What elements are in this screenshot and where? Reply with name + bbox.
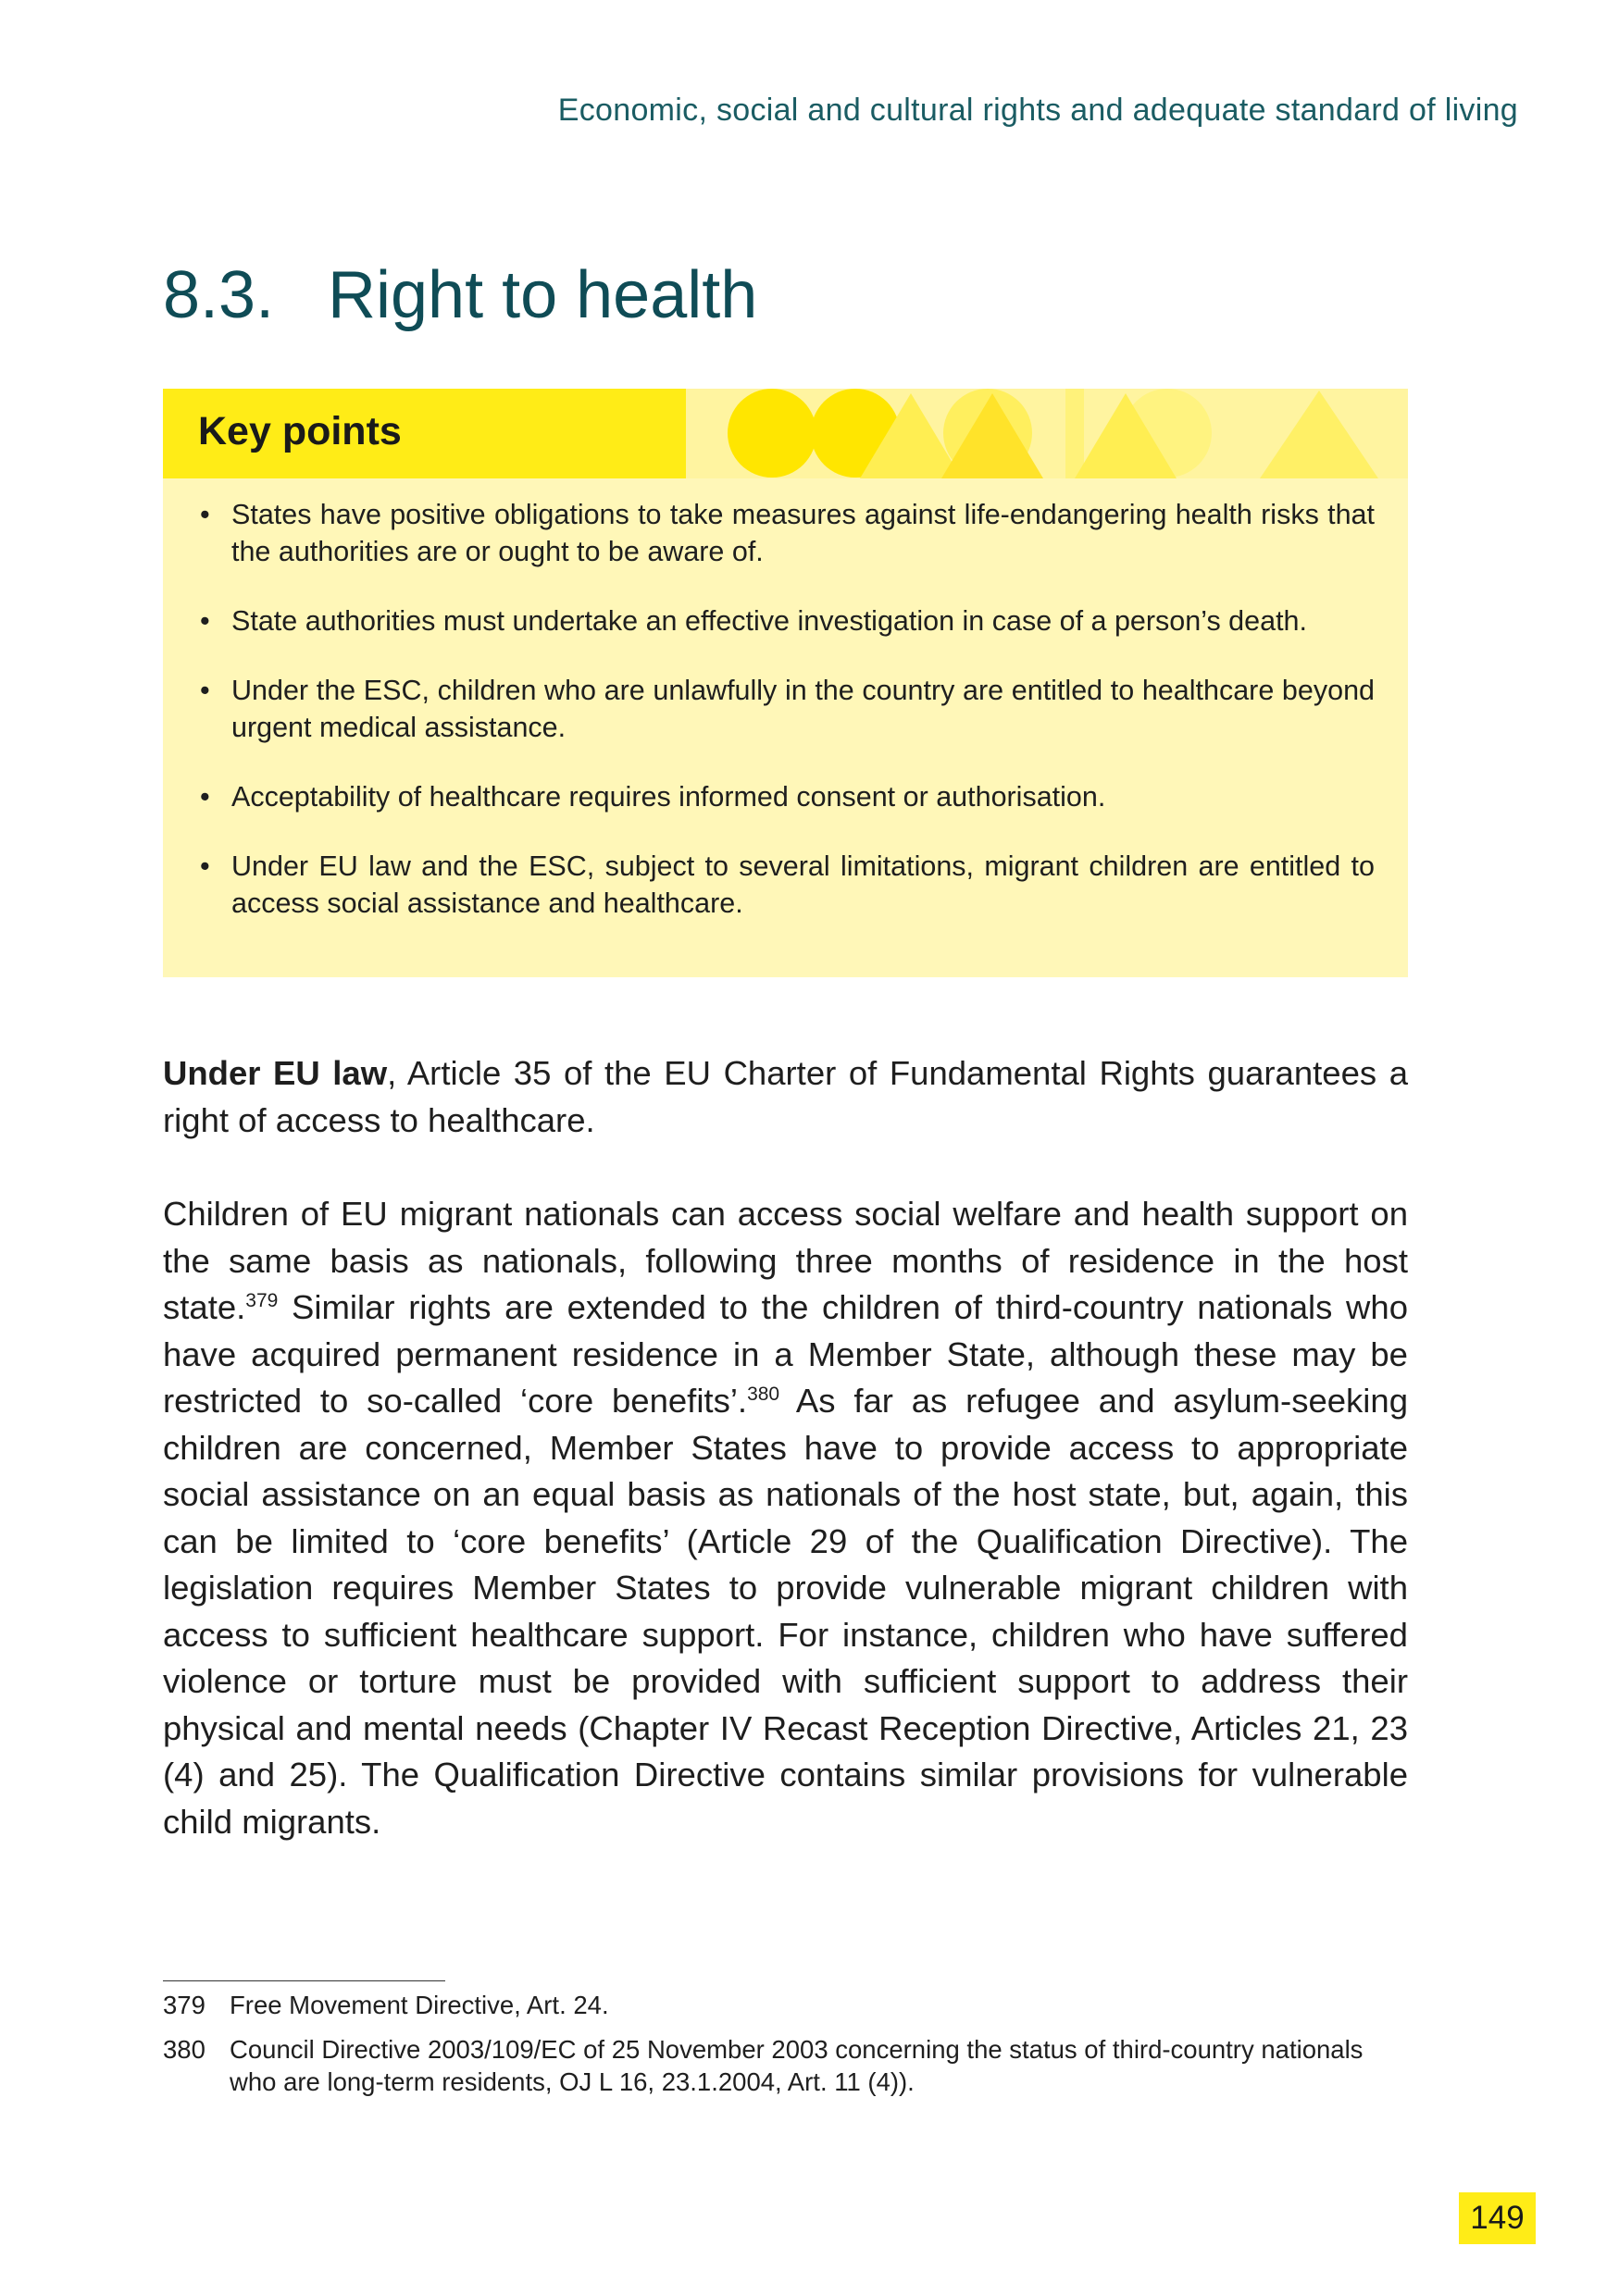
paragraph-text: Similar rights are extended to the children of third-country nationals who have acquired permanent residence in a Member State, although these may be restricted to so-called ‘core benefits’. bbox=[163, 1288, 1408, 1420]
key-points-header bbox=[163, 389, 1408, 478]
key-points-title: Key points bbox=[198, 409, 402, 453]
key-point-text: Under the ESC, children who are unlawfully in the country are entitled to healthcare beyond urgent medical assistance. bbox=[231, 675, 1375, 743]
key-points-box bbox=[163, 389, 1408, 977]
section-title bbox=[163, 257, 757, 333]
running-header: Economic, social and cultural rights and adequate standard of living bbox=[557, 93, 1518, 128]
footnote bbox=[163, 2033, 1366, 2099]
key-points-list bbox=[163, 496, 1408, 922]
list-item bbox=[163, 496, 1408, 570]
section-number: 8.3. bbox=[163, 258, 275, 332]
footnote-ref[interactable]: 380 bbox=[747, 1383, 780, 1405]
paragraph bbox=[163, 1050, 1408, 1144]
bullet: • bbox=[200, 850, 210, 882]
key-point-text: Under EU law and the ESC, subject to several limitations, migrant children are entitled to access social assistance and healthcare. bbox=[231, 850, 1375, 919]
bold-lead: Under EU law bbox=[163, 1054, 388, 1092]
paragraph-text: As far as refugee and asylum-seeking children are concerned, Member States have to provide access to appropriate social assistance on an equal basis as nationals of the host state, but, again, this can be limited to ‘core benefits’ (Article 29 of the Qualification Directive). The legislation requires Member States to provide vulnerable migrant children with access to sufficient healthcare support. For instance, children who have suffered violence or torture must be provided with sufficient support to address their physical and mental needs (Chapter IV Recast Reception Directive, Articles 21, 23 (4) and 25). The Qualification Directive contains similar provisions for vulnerable child migrants. bbox=[163, 1382, 1408, 1841]
bullet: • bbox=[200, 781, 210, 813]
paragraph bbox=[163, 1191, 1408, 1845]
decorative-shapes-pattern bbox=[686, 389, 1408, 478]
key-point-text: States have positive obligations to take measures against life-endangering health risks that the authorities are or ought to be aware of. bbox=[231, 499, 1375, 567]
paragraph-text: Children of EU migrant nationals can access social welfare and health support on the same basis as nationals, following three months of residence in the host state. bbox=[163, 1195, 1408, 1326]
list-item bbox=[163, 672, 1408, 746]
list-item bbox=[163, 602, 1408, 639]
footnote-number: 379 bbox=[163, 1991, 205, 2019]
footnote-text: Free Movement Directive, Art. 24. bbox=[230, 1991, 609, 2019]
key-point-text: State authorities must undertake an effective investigation in case of a person’s death. bbox=[231, 605, 1307, 637]
footnote-text: Council Directive 2003/109/EC of 25 November 2003 concerning the status of third-country nationals who are long-term residents, OJ L 16, 23.1.2004, Art. 11 (4)). bbox=[230, 2034, 1364, 2096]
footnote-ref[interactable]: 379 bbox=[245, 1289, 279, 1311]
body-text bbox=[163, 1050, 1408, 1893]
footnote-divider bbox=[163, 1980, 445, 1981]
section-title-text: Right to health bbox=[328, 258, 758, 332]
list-item bbox=[163, 778, 1408, 815]
key-point-text: Acceptability of healthcare requires informed consent or authorisation. bbox=[231, 781, 1106, 813]
page-number: 149 bbox=[1459, 2192, 1536, 2244]
bullet: • bbox=[200, 605, 210, 637]
footnote-number: 380 bbox=[163, 2034, 205, 2064]
footnote bbox=[163, 1989, 1366, 2022]
list-item bbox=[163, 848, 1408, 922]
bullet: • bbox=[200, 675, 210, 706]
paragraph-text: , Article 35 of the EU Charter of Fundamental Rights guarantees a right of access to healthcare. bbox=[163, 1054, 1408, 1139]
bullet: • bbox=[200, 499, 210, 530]
footnotes bbox=[163, 1989, 1366, 2110]
